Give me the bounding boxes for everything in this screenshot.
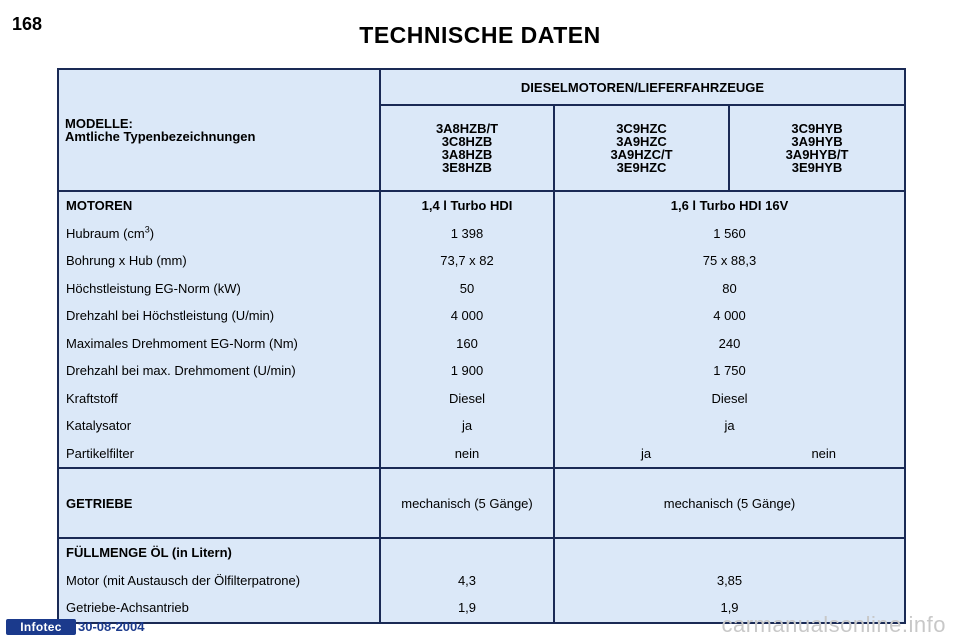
model-codes-a [380, 105, 554, 191]
footer-date: 30-08-2004 [78, 619, 145, 634]
motoren-section [58, 191, 905, 468]
spec-value: 75 x 88,3 [702, 253, 757, 268]
spec-value: nein [811, 445, 837, 461]
getriebe-value-b: mechanisch (5 Gänge) [554, 468, 905, 538]
motoren-values-b [554, 191, 905, 468]
model-code: 3E8HZB [442, 160, 492, 175]
infotec-logo: Infotec [6, 619, 76, 635]
motoren-values-a [380, 191, 554, 468]
page-title: TECHNISCHE DATEN [359, 22, 601, 48]
spec-value: 73,7 x 82 [440, 253, 494, 268]
spec-value: Diesel [711, 390, 748, 406]
spec-value: 4 000 [713, 308, 746, 323]
spec-value: 3,85 [716, 572, 743, 588]
spec-value: 50 [459, 280, 475, 296]
getriebe-label: GETRIEBE [58, 468, 380, 538]
model-label: MODELLE: [65, 116, 133, 131]
motoren-heading: MOTOREN [66, 198, 133, 213]
spec-value: ja [461, 418, 473, 433]
spec-value: 240 [718, 335, 741, 351]
spec-label: Höchstleistung EG-Norm (kW) [66, 280, 241, 296]
spec-label: Maximales Drehmoment EG-Norm (Nm) [66, 335, 298, 351]
model-code: 3C9HYB [791, 121, 843, 136]
watermark: carmanualsonline.info [721, 612, 946, 637]
spec-value: ja [641, 445, 652, 461]
header-row-group [58, 69, 905, 105]
spec-value: 1,9 [720, 600, 739, 615]
spec-table [57, 68, 906, 624]
spec-value: ja [724, 418, 735, 433]
spec-value: 4 000 [450, 308, 484, 323]
spec-value: 1 560 [713, 225, 746, 241]
spec-value: 1 750 [713, 363, 746, 378]
group-title: DIESELMOTOREN/LIEFERFAHRZEUGE [380, 69, 905, 105]
spec-value: 1 398 [450, 225, 484, 241]
spec-label: Bohrung x Hub (mm) [66, 253, 187, 268]
model-code: 3A8HZB/T [435, 121, 499, 136]
getriebe-row [58, 468, 905, 538]
spec-value: 1,9 [457, 600, 477, 615]
model-codes-b [554, 105, 729, 191]
model-label-cell [58, 69, 380, 191]
model-code: 3A9HZC [616, 134, 667, 149]
model-code: 3A8HZB [441, 147, 493, 162]
oel-values-b [554, 538, 905, 623]
oel-section [58, 538, 905, 623]
spec-label: Motor (mit Austausch der Ölfilterpatrone) [66, 572, 301, 588]
spec-label: Drehzahl bei max. Drehmoment (U/min) [66, 363, 296, 378]
spec-label: Katalysator [66, 418, 132, 433]
spec-label: Getriebe-Achsantrieb [66, 600, 189, 615]
partikel-values-b [555, 440, 904, 468]
getriebe-value-a: mechanisch (5 Gänge) [380, 468, 554, 538]
spec-label: Partikelfilter [66, 445, 134, 461]
model-code: 3A9HYB/T [785, 147, 849, 162]
model-code: 3C9HZC [616, 121, 667, 136]
model-code: 3A9HZC/T [610, 147, 673, 162]
oel-values-a [380, 538, 554, 623]
model-code: 3A9HYB [791, 134, 843, 149]
spec-label: Kraftstoff [66, 390, 118, 406]
motoren-labels [58, 191, 380, 468]
engine-b-name: 1,6 l Turbo HDI 16V [670, 198, 789, 213]
oel-heading: FÜLLMENGE ÖL (in Litern) [66, 545, 232, 560]
oel-labels [58, 538, 380, 623]
model-code: 3E9HYB [791, 160, 843, 175]
engine-a-name: 1,4 l Turbo HDI [421, 198, 513, 213]
spec-value: 80 [722, 280, 737, 296]
spec-value: nein [454, 445, 480, 461]
model-codes-c [729, 105, 905, 191]
spec-label-hubraum: Hubraum $(cm^3)$ [66, 224, 155, 241]
model-code: 3E9HZC [616, 160, 667, 175]
spec-label: Drehzahl bei Höchstleistung (U/min) [66, 308, 275, 323]
page-number: 168 [12, 14, 43, 34]
spec-value: 1 900 [450, 363, 484, 378]
spec-value: 4,3 [457, 572, 477, 588]
spec-value: Diesel [448, 390, 486, 406]
model-code: 3C8HZB [441, 134, 493, 149]
spec-value: 160 [456, 335, 478, 351]
model-sublabel: Amtliche Typenbezeichnungen [65, 129, 256, 144]
